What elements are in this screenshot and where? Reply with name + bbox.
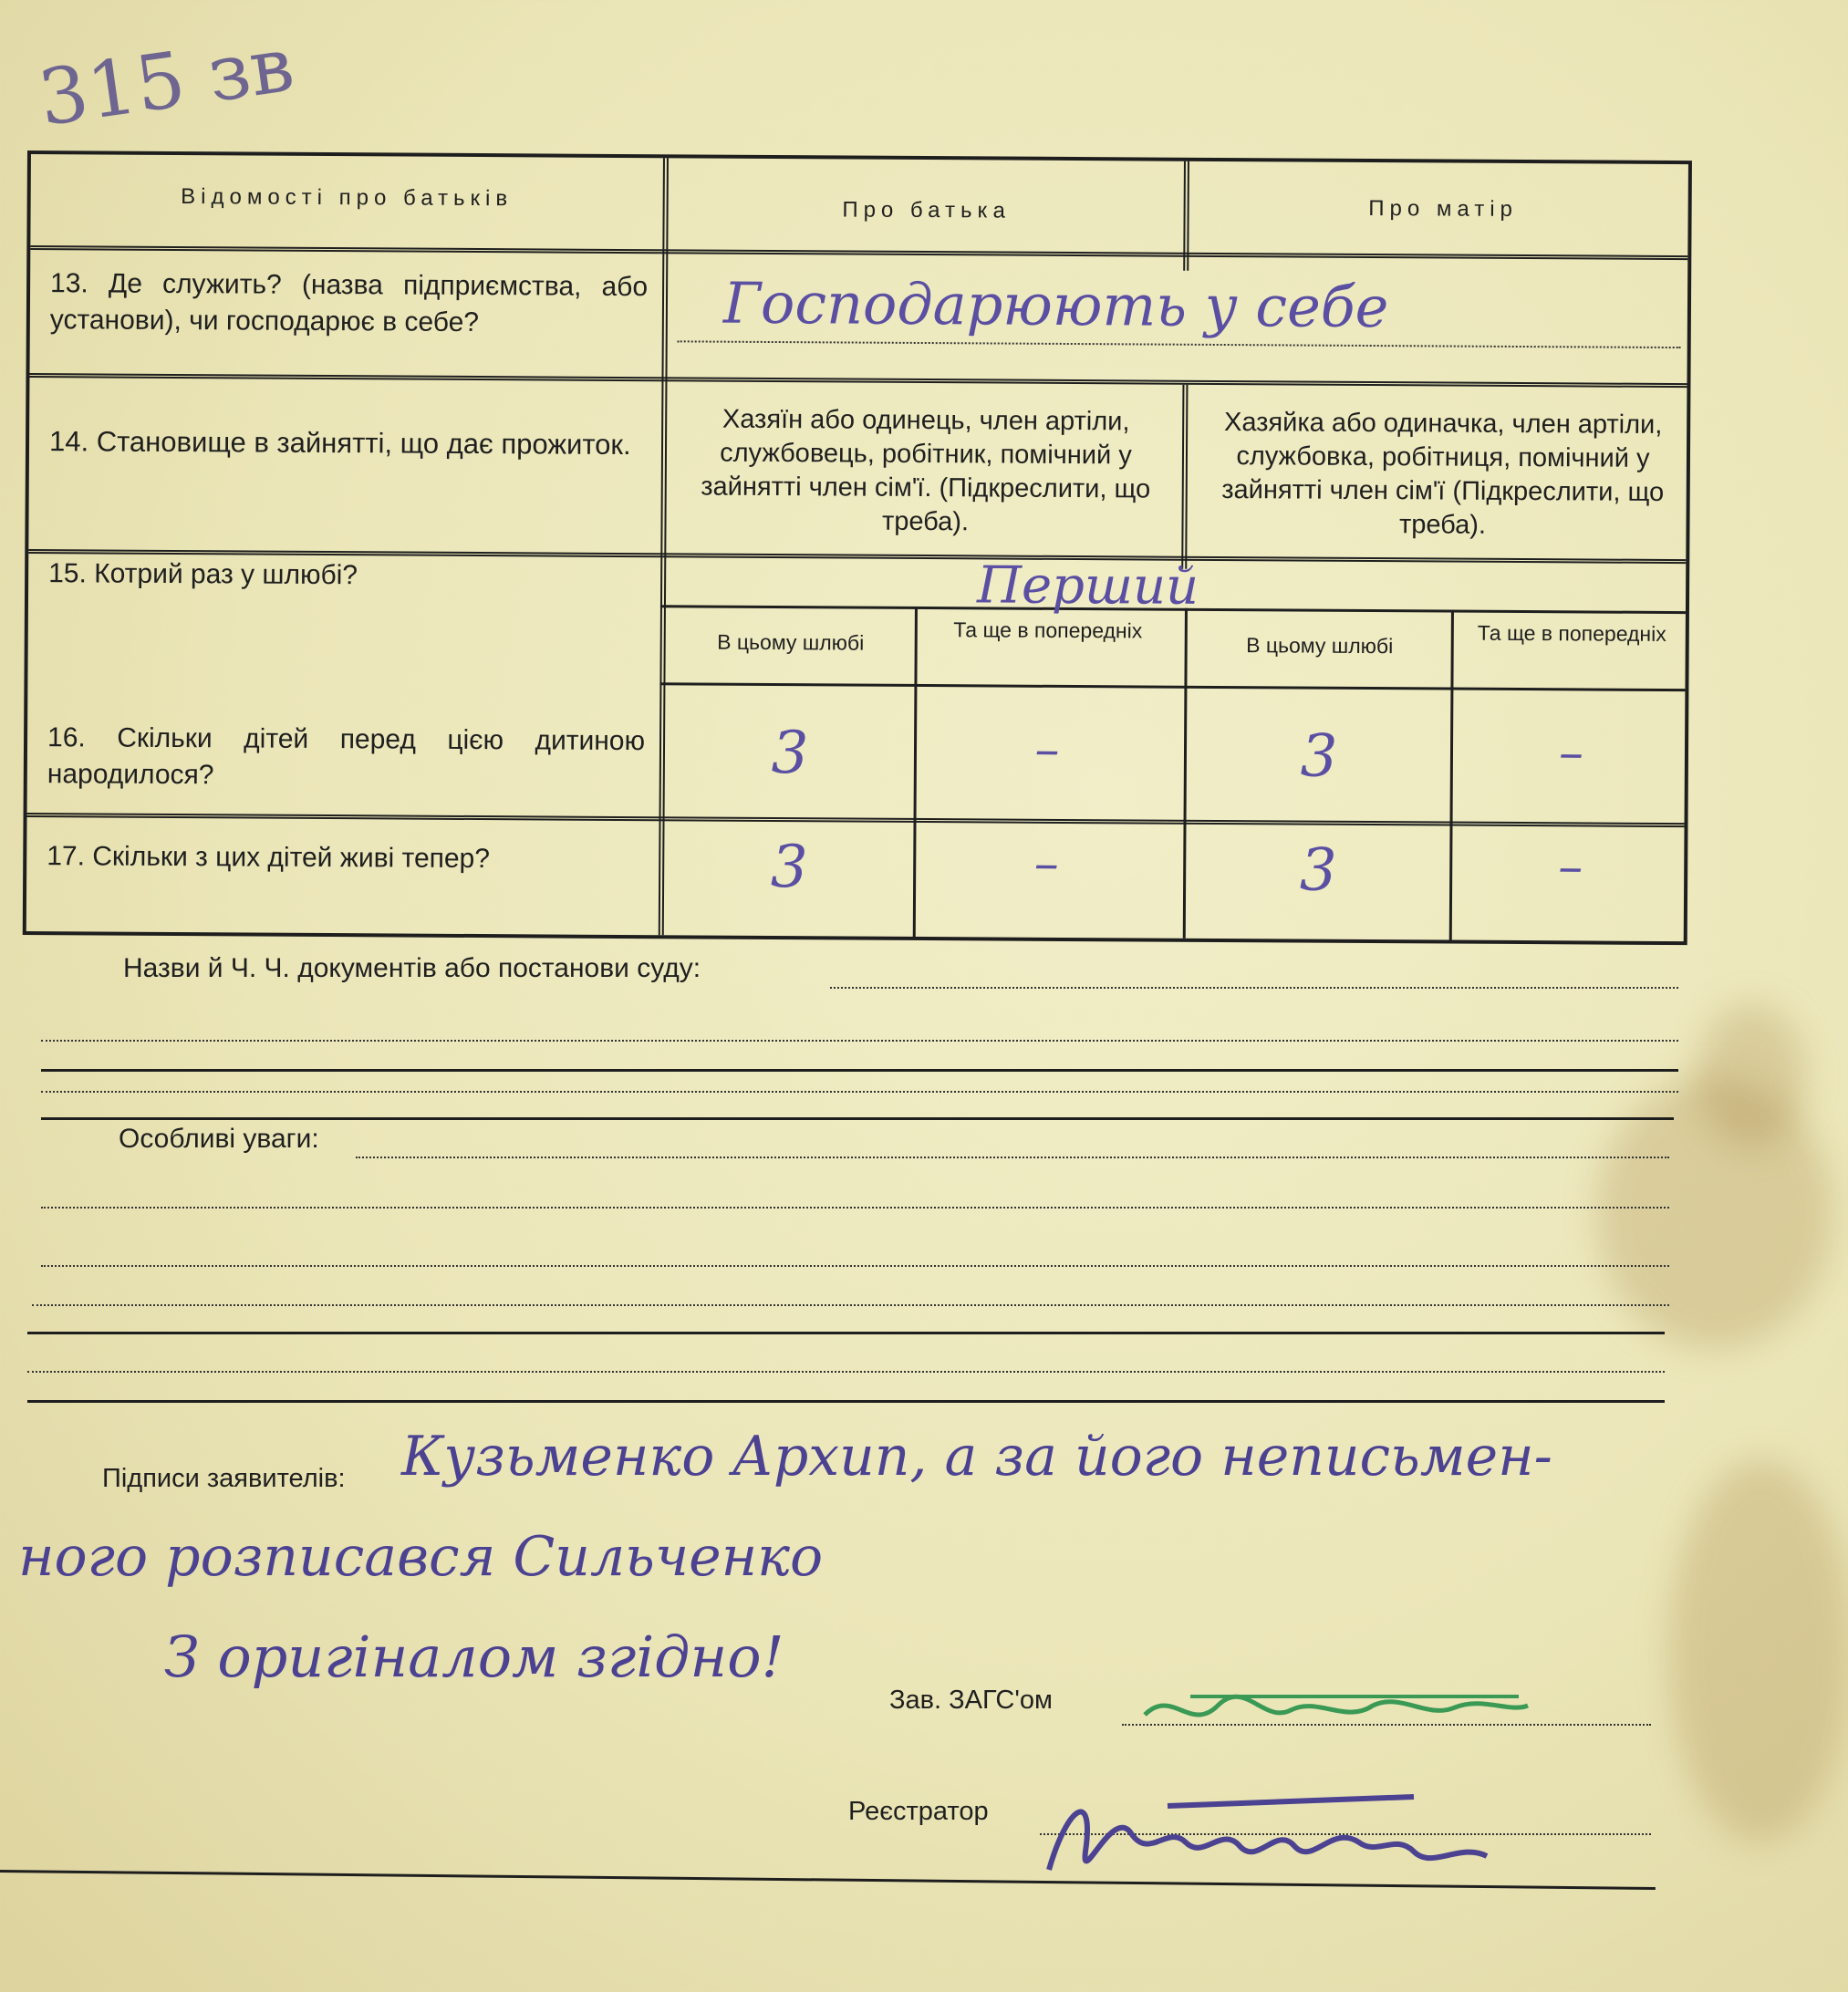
row17-value: 3 — [1299, 836, 1337, 905]
registrar-signature — [1031, 1769, 1523, 1915]
paper-stain — [1697, 1003, 1806, 1149]
row16-label: 16. Скільки дітей перед цією дитиною народилося? — [47, 722, 646, 790]
subheader-previous: Та ще в попередніх — [953, 617, 1143, 643]
documents-field — [830, 987, 1678, 989]
row13-label: 13. Де служить? (назва підприємства, або установи), чи господарює в себе? — [49, 268, 649, 337]
separator-line — [41, 1117, 1674, 1120]
row-divider — [30, 245, 1687, 260]
subheader-this-marriage: В цьому шлюбі — [1246, 633, 1394, 659]
row-divider — [29, 373, 1687, 388]
registry-head-label: Зав. ЗАГС'ом — [889, 1686, 1053, 1715]
header-mother: Про матір — [1368, 195, 1519, 222]
separator-line — [27, 1400, 1665, 1403]
row16-value: – — [1558, 723, 1584, 782]
row-divider — [659, 682, 1685, 691]
signatures-handwritten: Кузьменко Архип, а за його неписьмен- — [401, 1425, 1552, 1489]
row17-label: 17. Скільки з цих дітей живі тепер? — [47, 841, 491, 875]
signatures-label: Підписи заявителів: — [102, 1464, 346, 1493]
paper-stain — [1669, 1459, 1848, 1842]
row17-value: – — [1558, 837, 1583, 896]
notes-label: Особливі уваги: — [119, 1124, 319, 1154]
signatures-handwritten: ного розписався Сильченко — [18, 1525, 824, 1589]
row14-father: Хазяїн або одинець, член артіли, службовець, робітник, помічний у зайнятті член сім'ї. (Підкреслити, що треба). — [701, 404, 1151, 537]
documents-label: Назви й Ч. Ч. документів або постанови суду: — [123, 953, 701, 983]
subheader-previous: Та ще в попередніх — [1477, 620, 1666, 646]
subheader-this-marriage: В цьому шлюбі — [717, 629, 865, 655]
row13-value: Господарюють у себе — [722, 269, 1389, 341]
row16-value: – — [1034, 720, 1060, 778]
row15-value: Перший — [976, 555, 1199, 617]
row14-label: 14. Становище в зайнятті, що дає прожиток. — [48, 425, 631, 462]
row16-value: 3 — [1300, 722, 1338, 791]
row-divider — [27, 813, 1685, 827]
separator-line — [27, 1332, 1665, 1334]
separator-line — [41, 1069, 1678, 1072]
page-number: 315 зв — [33, 18, 299, 144]
documents-field — [41, 1091, 1678, 1093]
registrar-label: Реєстратор — [848, 1797, 989, 1826]
row15-label: 15. Котрий раз у шлюбі? — [48, 558, 358, 591]
parents-info-table — [23, 150, 1692, 945]
registry-head-signature — [1136, 1669, 1537, 1751]
notes-field — [41, 1265, 1669, 1267]
notes-field — [27, 1371, 1665, 1373]
row14-mother: Хазяйка або одиначка, член артіли, службовка, робітниця, помічний у зайнятті член сім'ї (Підкреслити, що треба). — [1221, 408, 1665, 540]
documents-field — [41, 1040, 1678, 1042]
header-parents-info: Відомості про батьків — [181, 184, 514, 212]
header-father: Про батька — [842, 197, 1011, 223]
row17-value: – — [1033, 834, 1059, 892]
row17-value: 3 — [770, 833, 808, 902]
notes-field — [356, 1157, 1669, 1158]
notes-field — [41, 1207, 1669, 1209]
row16-value: 3 — [771, 719, 809, 788]
column-divider — [1181, 385, 1188, 569]
certified-copy-note: З оригіналом згідно! — [164, 1624, 784, 1690]
notes-field — [32, 1304, 1669, 1306]
